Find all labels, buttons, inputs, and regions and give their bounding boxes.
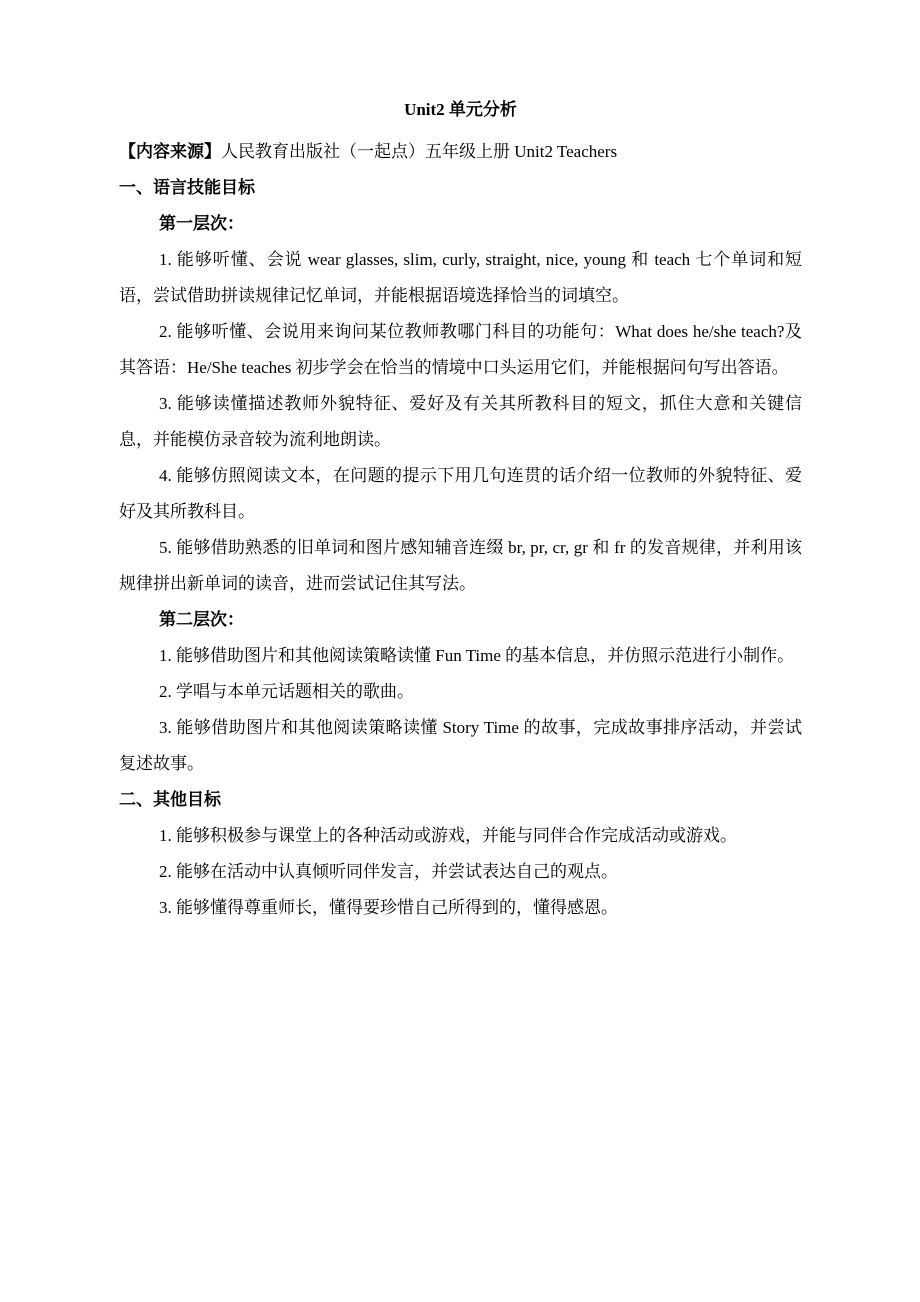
objective-item: 4. 能够仿照阅读文本，在问题的提示下用几句连贯的话介绍一位教师的外貌特征、爱好及其所教科目。	[119, 466, 802, 521]
objective-item: 1. 能够积极参与课堂上的各种活动或游戏，并能与同伴合作完成活动或游戏。	[159, 826, 737, 845]
level-heading-second: 第二层次：	[159, 610, 244, 629]
objective-item: 2. 能够听懂、会说用来询问某位教师教哪门科目的功能句：What does he/she teach?及其答语：He/She teaches 初步学会在恰当的情境中口头运用它们，并能根据问句写出答语。	[119, 322, 802, 377]
objective-item: 2. 能够在活动中认真倾听同伴发言，并尝试表达自己的观点。	[159, 862, 618, 881]
objective-item: 2. 学唱与本单元话题相关的歌曲。	[159, 682, 414, 701]
section-heading-language-skills: 一、语言技能目标	[119, 178, 255, 197]
content-source-label: 【内容来源】	[119, 142, 221, 161]
page-title: Unit2 单元分析	[404, 100, 517, 119]
objective-item: 3. 能够懂得尊重师长，懂得要珍惜自己所得到的，懂得感恩。	[159, 898, 618, 917]
content-source	[119, 134, 802, 170]
level-heading-first: 第一层次：	[159, 214, 244, 233]
objective-item: 5. 能够借助熟悉的旧单词和图片感知辅音连缀 br, pr, cr, gr 和 fr 的发音规律，并利用该规律拼出新单词的读音，进而尝试记住其写法。	[119, 538, 802, 593]
objective-item: 1. 能够借助图片和其他阅读策略读懂 Fun Time 的基本信息，并仿照示范进行小制作。	[159, 646, 795, 665]
objective-item: 3. 能够读懂描述教师外貌特征、爱好及有关其所教科目的短文，抓住大意和关键信息，并能模仿录音较为流利地朗读。	[119, 394, 802, 449]
objective-item: 1. 能够听懂、会说 wear glasses, slim, curly, straight, nice, young 和 teach 七个单词和短语，尝试借助拼读规律记忆单词，并能根据语境选择恰当的词填空。	[119, 250, 802, 305]
section-heading-other-goals: 二、其他目标	[119, 790, 221, 809]
content-source-text: 人民教育出版社（一起点）五年级上册 Unit2 Teachers	[221, 142, 618, 161]
objective-item: 3. 能够借助图片和其他阅读策略读懂 Story Time 的故事，完成故事排序活动，并尝试复述故事。	[119, 718, 802, 773]
